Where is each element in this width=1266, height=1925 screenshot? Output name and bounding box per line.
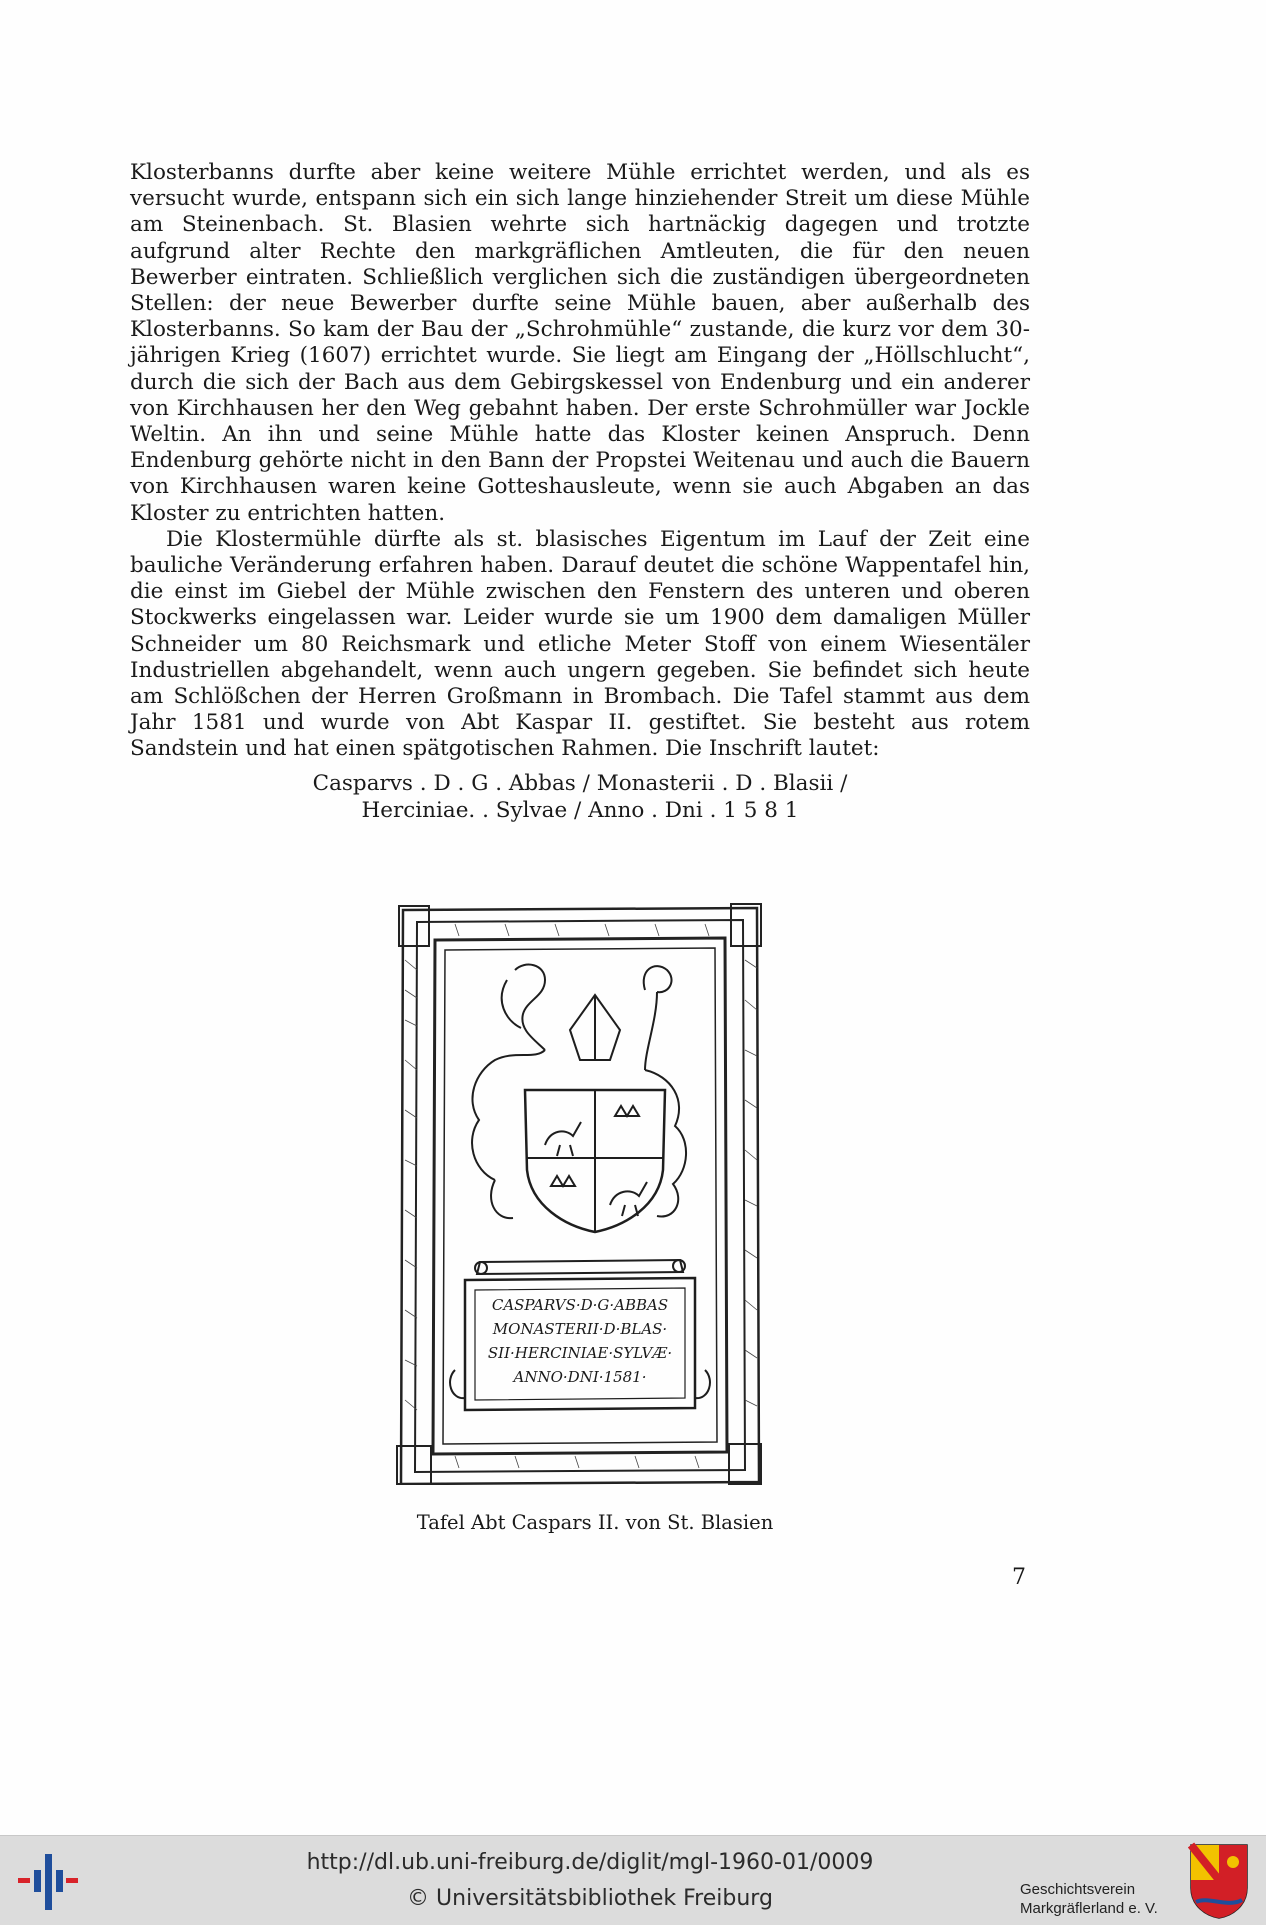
tablet-line-2: MONASTERII·D·BLAS·: [492, 1320, 668, 1338]
society-name-line-1: Geschichtsverein: [1020, 1881, 1136, 1898]
society-name: [1020, 1880, 1180, 1918]
footer-bar: [0, 1835, 1266, 1925]
copyright-notice: © Universitätsbibliothek Freiburg: [407, 1886, 773, 1911]
inscription-quote: [130, 770, 1030, 824]
tablet-line-4: ANNO·DNI·1581·: [513, 1368, 647, 1386]
paragraph-1: Klosterbanns durfte aber keine weitere Mühle errichtet werden, und als es versucht wurde, entspann sich ein sich lange hinziehender Streit um diese Mühle am Steinenbach. St. Blasien wehrte sich hartnäckig dagegen und trotzte aufgrund alter Rechte den markgräflichen Amtleuten, die für den neuen Bewerber eintraten. Schließlich verglichen sich die zuständigen übergeordneten Stellen: der neue Bewerber durfte seine Mühle bauen, aber außerhalb des Klosterbanns. So kam der Bau der „Schrohmühle“ zustande, die kurz vor dem 30-jährigen Krieg (1607) errichtet wurde. Sie liegt am Eingang der „Höllschlucht“, durch die sich der Bach aus dem Gebirgskessel von Endenburg und ein anderer von Kirchhausen her den Weg gebahnt haben. Der erste Schrohmüller war Jockle Weltin. An ihn und seine Mühle hatte das Kloster keinen Anspruch. Denn Endenburg gehörte nicht in den Bann der Propstei Weitenau und auch die Bauern von Kirchhausen waren keine Gotteshausleute, wenn sie auch Abgaben an das Kloster zu entrichten hatten.: [130, 160, 1030, 526]
source-url-link[interactable]: http://dl.ub.uni-freiburg.de/diglit/mgl-1960-01/0009: [306, 1850, 874, 1875]
figure-caption: Tafel Abt Caspars II. von St. Blasien: [416, 1511, 774, 1534]
body-text: [130, 160, 1030, 763]
ub-freiburg-logo-icon: [16, 1848, 80, 1914]
coat-of-arms-icon: [1188, 1842, 1250, 1920]
paragraph-2: Die Klostermühle dürfte als st. blasisches Eigentum im Lauf der Zeit eine bauliche Veränderung erfahren haben. Darauf deutet die schöne Wappentafel hin, die einst im Giebel der Mühle zwischen den Fenstern des unteren und oberen Stockwerks eingelassen war. Leider wurde sie um 1900 dem damaligen Müller Schneider um 80 Reichsmark und etliche Meter Stoff von einem Wiesentäler Industriellen abgehandelt, wenn auch ungern gegeben. Sie befindet sich heute am Schlößchen der Herren Großmann in Brombach. Die Tafel stammt aus dem Jahr 1581 und wurde von Abt Kaspar II. gestiftet. Sie besteht aus rotem Sandstein und hat einen spätgotischen Rahmen. Die Inschrift lautet:: [130, 526, 1030, 762]
inscription-line-1: Casparvs . D . G . Abbas / Monasterii . D . Blasii /: [312, 771, 848, 796]
tablet-line-1: CASPARVS·D·G·ABBAS: [491, 1296, 669, 1314]
coat-of-arms-tablet-illustration: [395, 900, 765, 1485]
inscription-line-2: Herciniae. . Sylvae / Anno . Dni . 1 5 8 1: [361, 798, 799, 823]
page-number: 7: [1012, 1565, 1026, 1590]
tablet-line-3: SII·HERCINIAE·SYLVÆ·: [487, 1344, 673, 1362]
society-name-line-2: Markgräflerland e. V.: [1020, 1900, 1158, 1917]
